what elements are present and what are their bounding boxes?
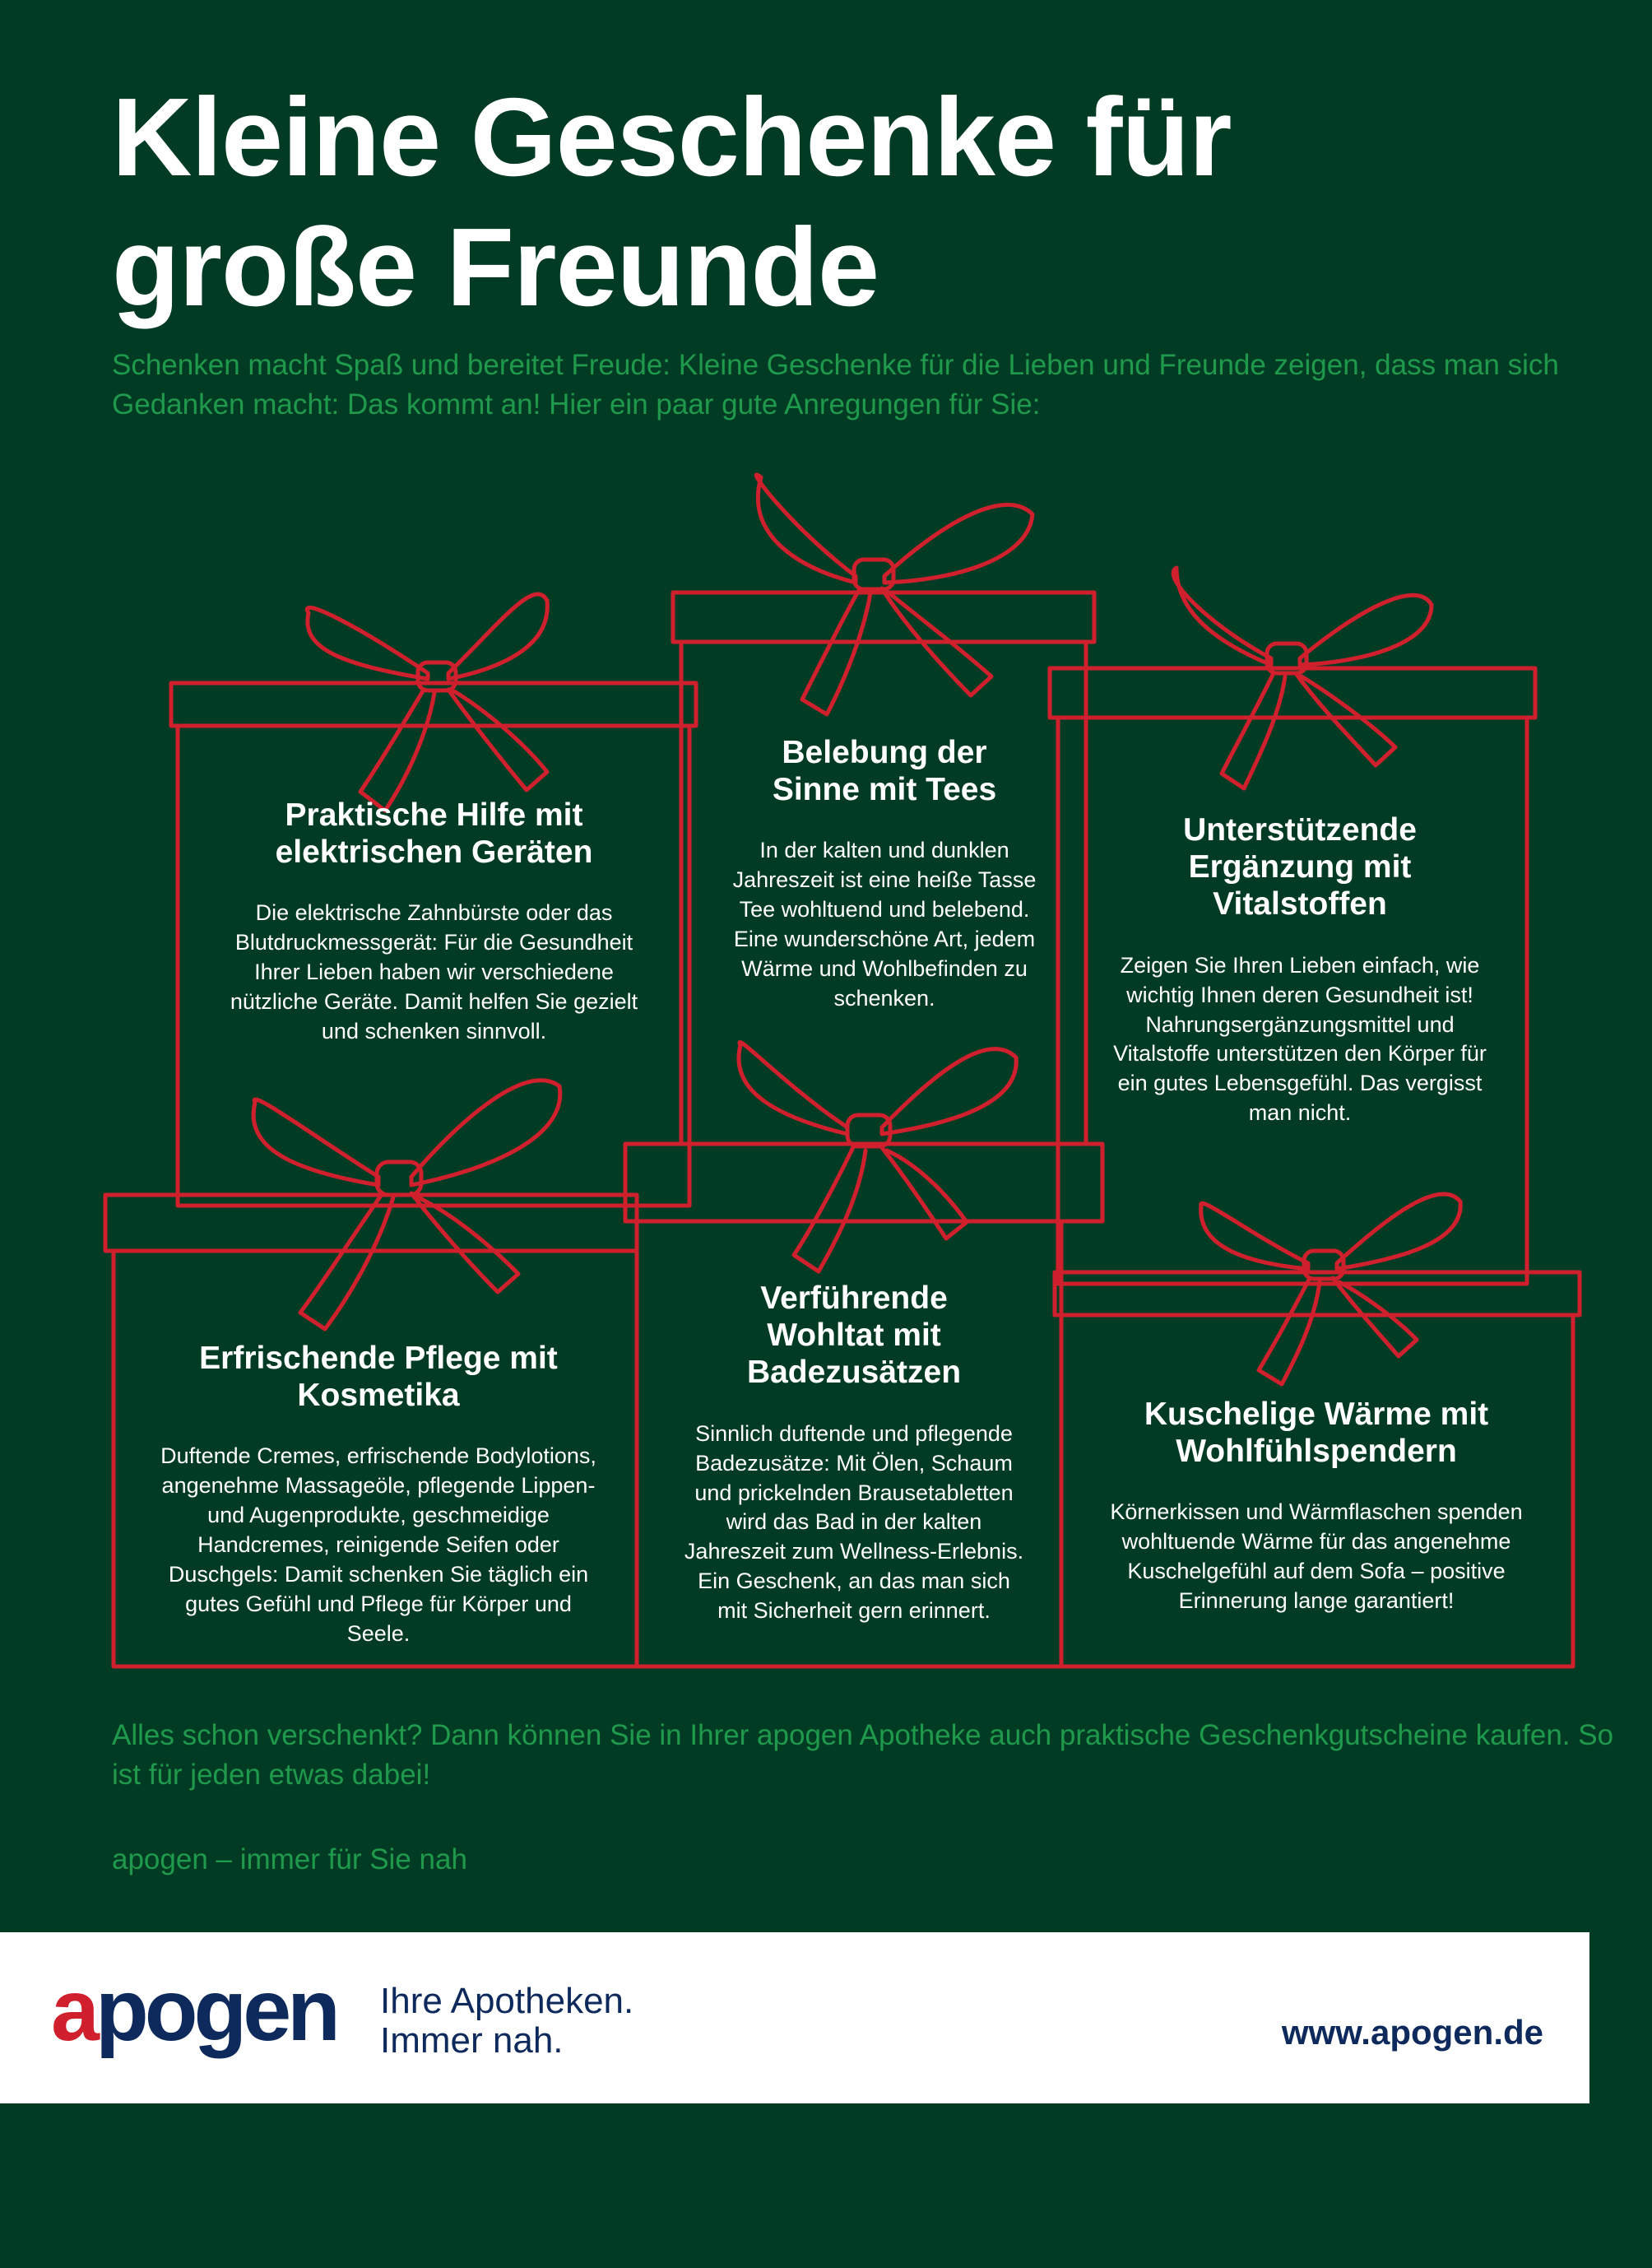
intro-text: Schenken macht Spaß und bereitet Freude: Kleine Geschenke für die Lieben und Freunde zeigen, dass man sich Gedanken macht: Das kommt an! Hier ein paar gute Anregungen für Sie: [112, 349, 1559, 421]
bow-icon [1201, 1194, 1461, 1384]
gift-text-2: In der kalten und dunklen Jahreszeit ist eine heiße Tasse Tee wohltuend und belebend. Eine wunderschöne Art, jedem Wärme und Wohlbefinden zu schenken. [732, 838, 1037, 1011]
title-line-2: große Freunde [112, 204, 879, 329]
gift-title-6: Kuschelige Wärme mit Wohlfühlspendern [1144, 1397, 1489, 1470]
gift-card-1 [197, 797, 671, 1047]
gift-title-4: Erfrischende Pflege mit Kosmetika [199, 1341, 558, 1414]
logo-letters: pogen [95, 1962, 336, 2059]
bow-icon [1173, 568, 1432, 788]
gift-card-4 [140, 1340, 617, 1649]
gift-text-4: Duftende Cremes, erfrischende Bodylotions, angenehme Massageöle, pflegende Lippen- und Augenprodukte, geschmeidige Handcremes, reinigende Seifen oder Duschgels: Damit schenken Sie täglich ein gutes Gefühl und Pflege für Körper und Seele. [160, 1443, 596, 1646]
title-line-1: Kleine Geschenke für [112, 75, 1232, 199]
gift-card-2 [708, 734, 1061, 1014]
gift-text-6: Körnerkissen und Wärmflaschen spenden wohltuende Wärme für das angenehme Kuschelgefühl auf dem Sofa – positive Erinnerung lange garantiert! [1110, 1499, 1523, 1614]
gift-title-5: Verführende Wohltat mit Badezusätzen [746, 1280, 962, 1391]
slogan: apogen – immer für Sie nah [112, 1843, 467, 1875]
gift-text-1: Die elektrische Zahnbürste oder das Blutdruckmessgerät: Für die Gesundheit Ihrer Lieben haben wir verschiedene nützliche Geräte. Damit helfen Sie gezielt und schenken sinnvoll. [230, 900, 638, 1044]
website-link[interactable]: www.apogen.de [1281, 2013, 1543, 2052]
gift-card-3 [1078, 811, 1522, 1128]
outro-text: Alles schon verschenkt? Dann können Sie in Ihrer apogen Apotheke auch praktische Geschenkgutscheine kaufen. So ist für jeden etwas dabei! [112, 1719, 1614, 1792]
gift-title-1: Praktische Hilfe mit elektrischen Geräten [275, 797, 593, 871]
gift-title-3: Unterstützende Ergänzung mit Vitalstoffen [1183, 812, 1417, 923]
apogen-logo [51, 1962, 336, 2059]
gift-card-5 [673, 1280, 1035, 1626]
brand-claim [380, 1982, 633, 2061]
gift-title-2: Belebung der Sinne mit Tees [772, 735, 997, 808]
claim-line-1: Ihre Apotheken. [380, 1981, 634, 2021]
bow-icon [307, 594, 547, 811]
gift-text-5: Sinnlich duftende und pflegende Badezusätze: Mit Ölen, Schaum und prickelnden Brausetabletten wird das Bad in der kalten Jahreszeit zum Wellness-Erlebnis. Ein Geschenk, an das man sich mit Sicherheit gern erinnert. [684, 1420, 1024, 1624]
gift-text-3: Zeigen Sie Ihren Lieben einfach, wie wichtig Ihnen deren Gesundheit ist! Nahrungsergänzungsmittel und Vitalstoffe unterstützen den Körper für ein gutes Lebensgefühl. Das vergisst man nicht. [1113, 952, 1487, 1126]
bow-icon [739, 1042, 1016, 1271]
logo-letter-a: a [51, 1962, 95, 2059]
gift-card-6 [1086, 1396, 1547, 1616]
claim-line-2: Immer nah. [380, 2020, 564, 2061]
footer-bar [0, 1932, 1589, 2103]
